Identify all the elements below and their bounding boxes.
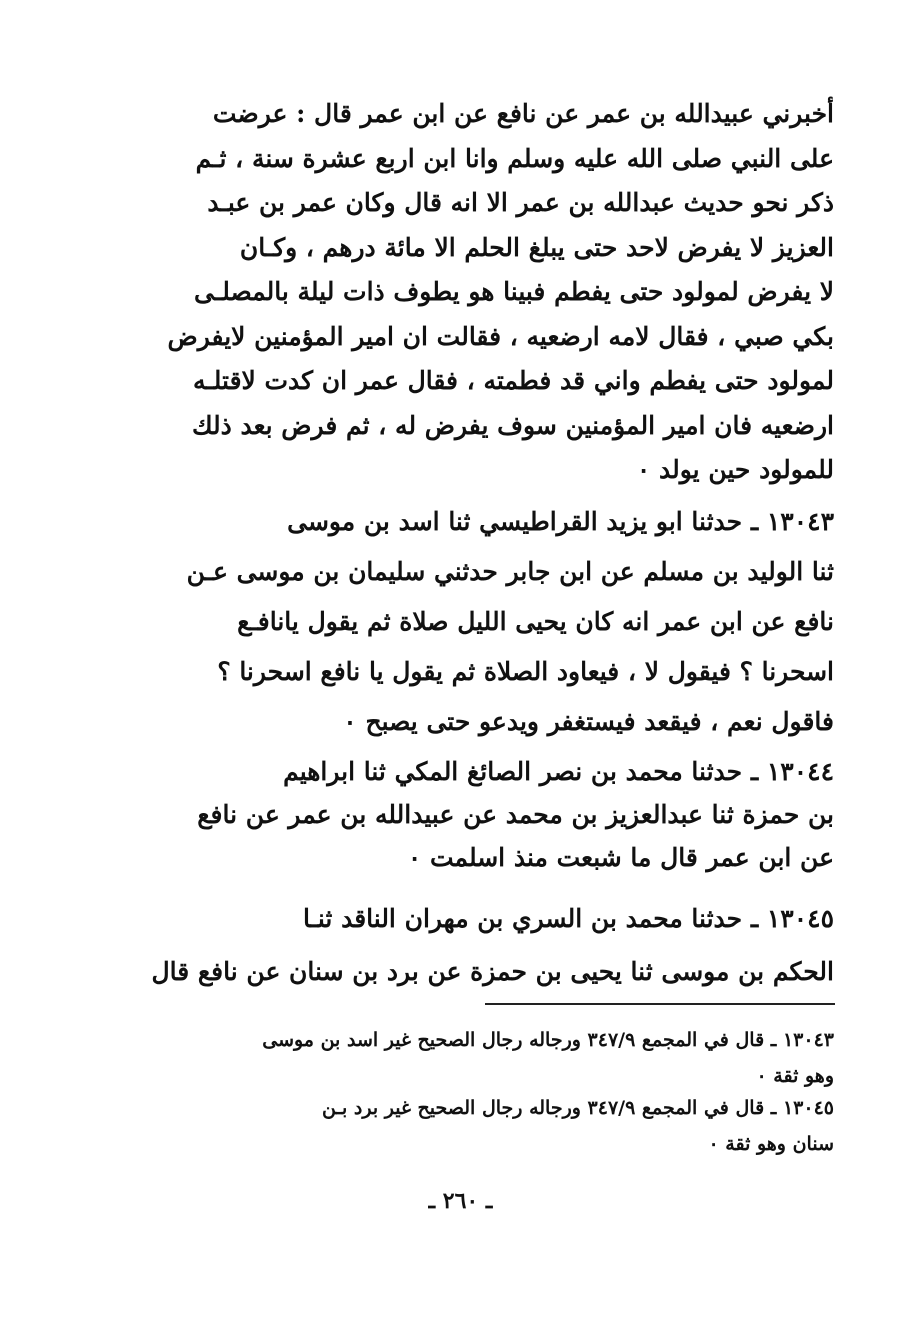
text-line: بكي صبي ، فقال لامه ارضعيه ، فقالت ان امير المؤمنين لايفرض [167, 321, 834, 351]
text-line: لا يفرض لمولود حتى يفطم فبينا هو يطوف ذات ليلة بالمصلـى [194, 277, 834, 306]
text-line: ذكر نحو حديث عبدالله بن عمر الا انه قال وكان عمر بن عبـد [207, 188, 834, 217]
footnote-13045 [128, 1090, 834, 1162]
footnote-13043 [128, 1022, 834, 1094]
footnote-divider [485, 1003, 835, 1005]
footnote-line: وهو ثقة ٠ [756, 1065, 834, 1087]
text-line: على النبي صلى الله عليه وسلم وانا ابن اربع عشرة سنة ، ثـم [195, 143, 834, 173]
text-line: ارضعيه فان امير المؤمنين سوف يفرض له ، ثم فرض بعد ذلك [191, 410, 834, 440]
hadith-paragraph-13045 [128, 892, 834, 998]
footnote-line: ١٣٠٤٥ ـ قال في المجمع ٣٤٧/٩ ورجاله رجال الصحيح غير برد بـن [321, 1097, 834, 1119]
text-line: للمولود حين يولد ٠ [636, 455, 834, 484]
text-line: ١٣٠٤٣ ـ حدثنا ابو يزيد القراطيسي ثنا اسد بن موسى [287, 507, 834, 536]
text-line: عن ابن عمر قال ما شبعت منذ اسلمت ٠ [407, 843, 834, 872]
text-line: ١٣٠٤٤ ـ حدثنا محمد بن نصر الصائغ المكي ثنا ابراهيم [283, 757, 834, 786]
hadith-paragraph-13043 [128, 497, 834, 747]
footnote-line: سنان وهو ثقة ٠ [708, 1133, 834, 1155]
text-line: أخبرني عبيدالله بن عمر عن نافع عن ابن عمر قال : عرضت [212, 99, 834, 128]
text-line: العزيز لا يفرض لاحد حتى يبلغ الحلم الا مائة درهم ، وكـان [239, 232, 834, 262]
text-line: اسحرنا ؟ فيقول لا ، فيعاود الصلاة ثم يقول يا نافع اسحرنا ؟ [217, 657, 834, 686]
text-line: الحكم بن موسى ثنا يحيى بن حمزة عن برد بن سنان عن نافع قال [151, 957, 834, 986]
hadith-paragraph-continuation [128, 92, 834, 493]
footnote-line: ١٣٠٤٣ ـ قال في المجمع ٣٤٧/٩ ورجاله رجال الصحيح غير اسد بن موسى [262, 1029, 834, 1051]
text-line: لمولود حتى يفطم واني قد فطمته ، فقال عمر ان كدت لاقتلـه [193, 366, 834, 395]
hadith-paragraph-13044 [128, 750, 834, 879]
text-line: فاقول نعم ، فيقعد فيستغفر ويدعو حتى يصبح ٠ [343, 707, 834, 736]
page-number: ـ ٢٦٠ ـ [428, 1188, 493, 1214]
text-line: ثنا الوليد بن مسلم عن ابن جابر حدثني سليمان بن موسى عـن [186, 557, 834, 586]
text-line: بن حمزة ثنا عبدالعزيز بن محمد عن عبيدالله بن عمر عن نافع [197, 800, 834, 829]
text-line: ١٣٠٤٥ ـ حدثنا محمد بن السري بن مهران الناقد ثنـا [302, 904, 834, 933]
text-line: نافع عن ابن عمر انه كان يحيى الليل صلاة ثم يقول يانافـع [237, 607, 834, 636]
